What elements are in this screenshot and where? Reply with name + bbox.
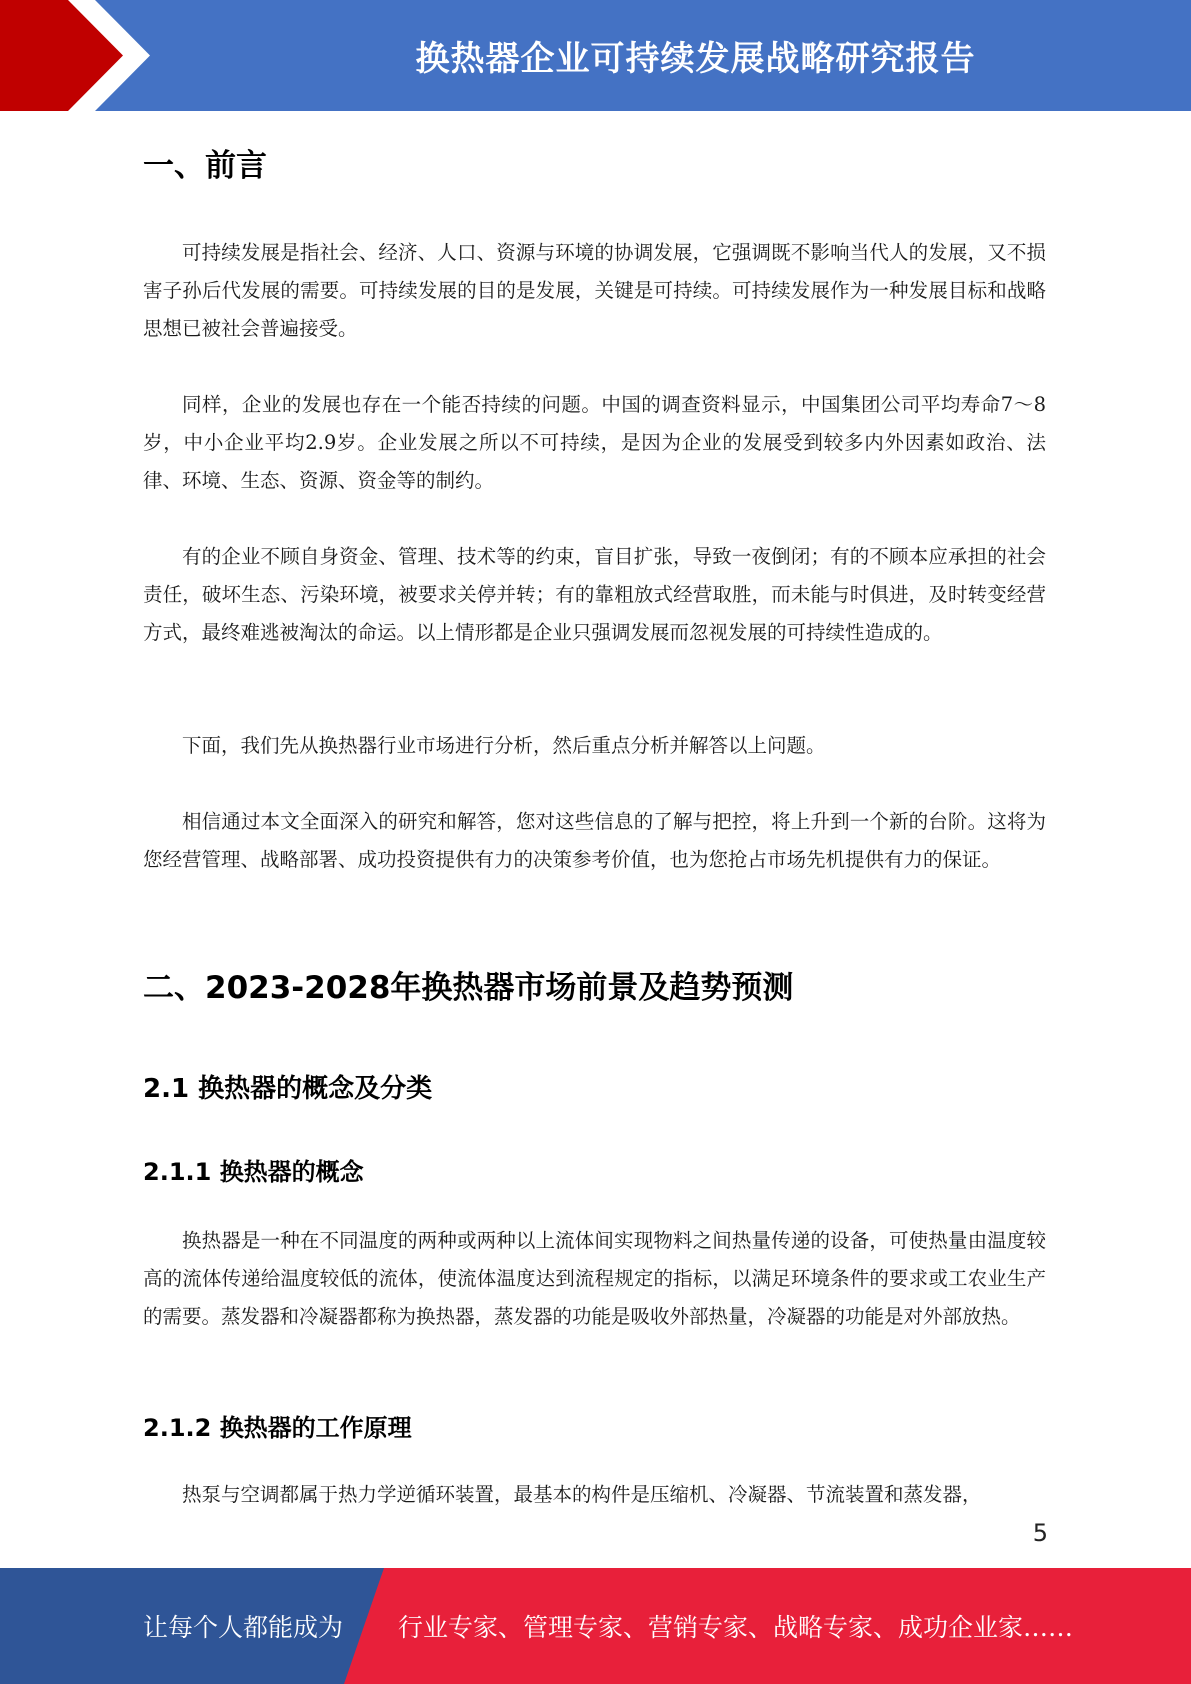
- section-heading-preface: 一、前言: [143, 148, 267, 184]
- page-header: [0, 0, 1191, 111]
- paragraph: 换热器是一种在不同温度的两种或两种以上流体间实现物料之间热量传递的设备，可使热量由温度较高的流体传递给温度较低的流体，使流体温度达到流程规定的指标，以满足环境条件的要求或工农业生产的需要。蒸发器和冷凝器都称为换热器，蒸发器的功能是吸收外部热量，冷凝器的功能是对外部放热。: [143, 1229, 1046, 1328]
- subsection-heading-2-1: 2.1 换热器的概念及分类: [143, 1074, 433, 1104]
- footer-slogan-left: 让每个人都能成为: [143, 1613, 344, 1642]
- page-number: 5: [1032, 1519, 1048, 1547]
- report-title: 换热器企业可持续发展战略研究报告: [415, 39, 976, 79]
- subsection-heading-2-1-1: 2.1.1 换热器的概念: [143, 1158, 364, 1186]
- paragraph: 相信通过本文全面深入的研究和解答，您对这些信息的了解与把控，将上升到一个新的台阶。这将为您经营管理、战略部署、成功投资提供有力的决策参考价值，也为您抢占市场先机提供有力的保证。: [143, 810, 1046, 871]
- paragraph: 可持续发展是指社会、经济、人口、资源与环境的协调发展，它强调既不影响当代人的发展，又不损害子孙后代发展的需要。可持续发展的目的是发展，关键是可持续。可持续发展作为一种发展目标和战略思想已被社会普遍接受。: [143, 241, 1046, 340]
- subsection-heading-2-1-2: 2.1.2 换热器的工作原理: [143, 1414, 412, 1442]
- paragraph: 热泵与空调都属于热力学逆循环装置，最基本的构件是压缩机、冷凝器、节流装置和蒸发器，: [182, 1483, 982, 1506]
- section-heading-forecast: 二、2023-2028年换热器市场前景及趋势预测: [143, 970, 794, 1006]
- page-footer: [0, 1568, 1191, 1684]
- paragraph: 下面，我们先从换热器行业市场进行分析，然后重点分析并解答以上问题。: [182, 734, 826, 757]
- paragraph: 有的企业不顾自身资金、管理、技术等的约束，盲目扩张，导致一夜倒闭；有的不顾本应承担的社会责任，破坏生态、污染环境，被要求关停并转；有的靠粗放式经营取胜，而未能与时俱进，及时转变经营方式，最终难逃被淘汰的命运。以上情形都是企业只强调发展而忽视发展的可持续性造成的。: [143, 545, 1046, 644]
- paragraph: 同样，企业的发展也存在一个能否持续的问题。中国的调查资料显示，中国集团公司平均寿命7～8岁，中小企业平均2.9岁。企业发展之所以不可持续，是因为企业的发展受到较多内外因素如政治、法律、环境、生态、资源、资金等的制约。: [143, 393, 1046, 492]
- footer-slogan-right: 行业专家、管理专家、营销专家、战略专家、成功企业家……: [398, 1613, 1074, 1642]
